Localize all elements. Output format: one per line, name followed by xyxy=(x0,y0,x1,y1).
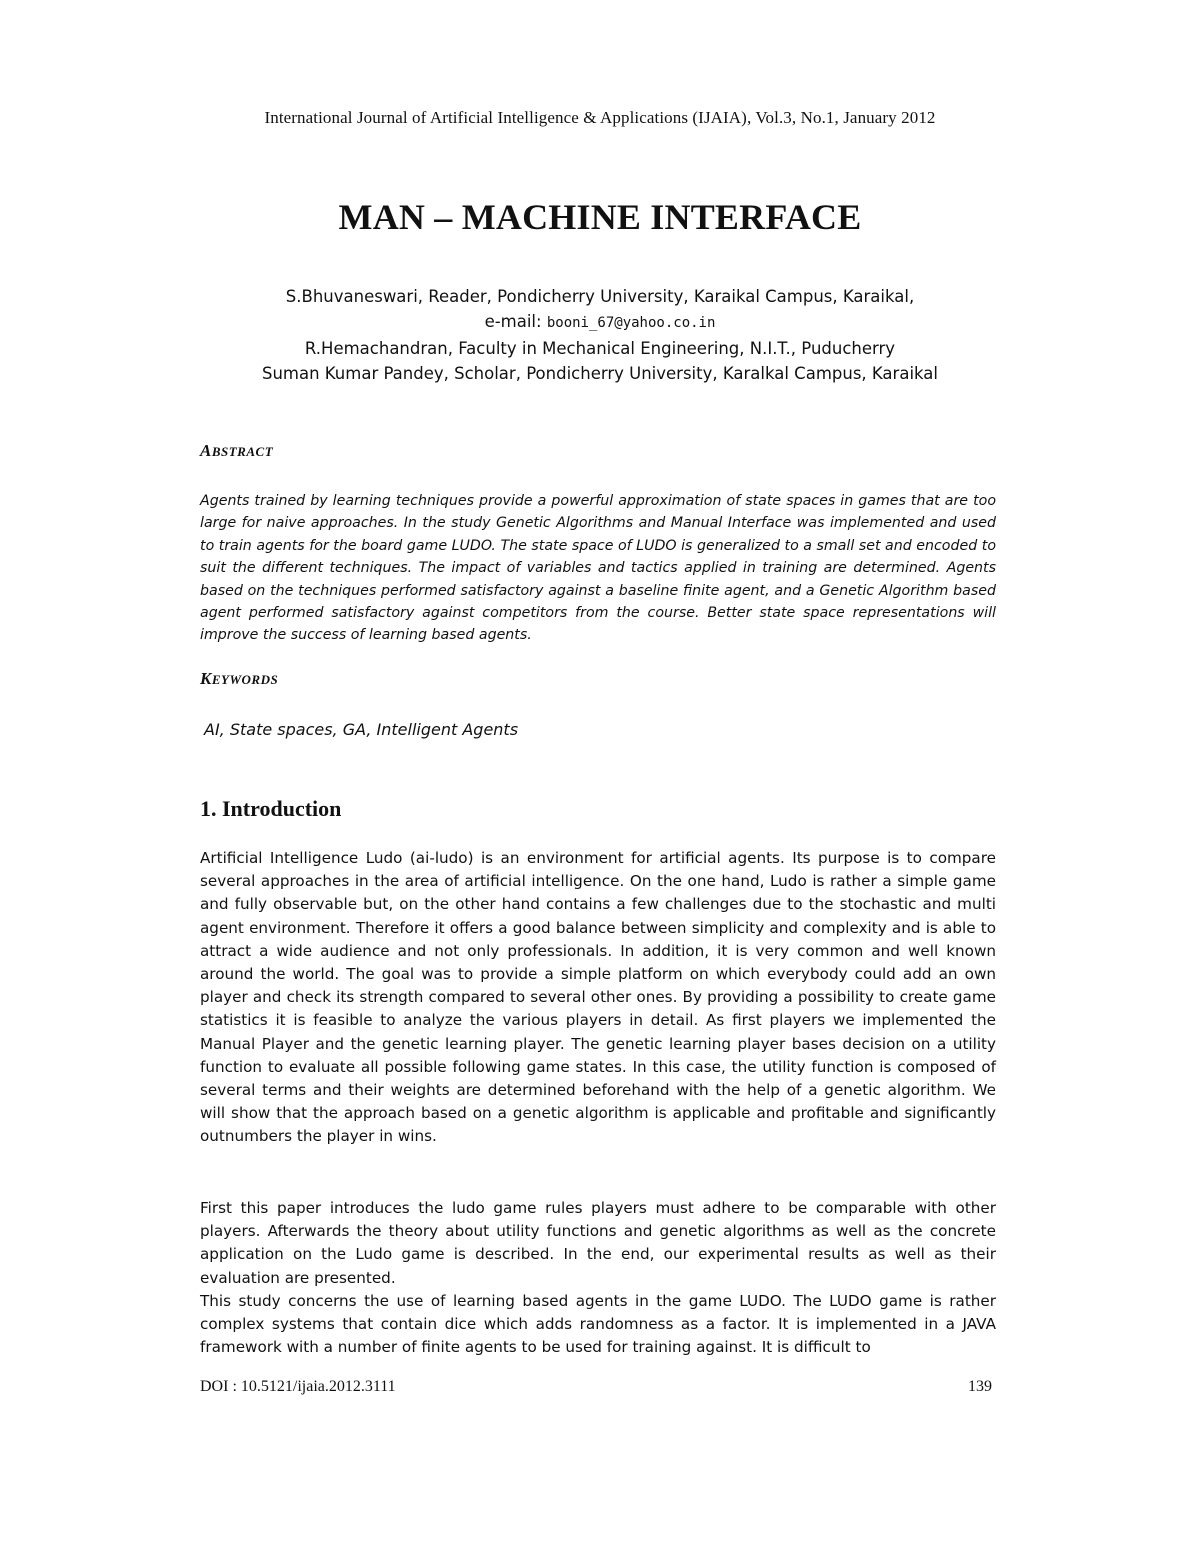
author-line-1: S.Bhuvaneswari, Reader, Pondicherry University, Karaikal Campus, Karaikal, xyxy=(285,287,915,306)
abstract-text: Agents trained by learning techniques provide a powerful approximation of state spaces in games that are too large for naive approaches. In the study Genetic Algorithms and Manual Interface was implemented and used to train agents for the board game LUDO. The state space of LUDO is generalized to a small set and encoded to suit the different techniques. The impact of variables and tactics applied in training are determined. Agents based on the techniques performed satisfactory against a baseline finite agent, and a Genetic Algorithm based agent performed satisfactory against competitors from the course. Better state space representations will improve the success of learning based agents. xyxy=(200,493,996,644)
doi-text: DOI : 10.5121/ijaia.2012.3111 xyxy=(200,1378,396,1395)
keywords-section xyxy=(200,720,996,739)
introduction-heading-block xyxy=(200,796,996,822)
page-footer xyxy=(200,1378,992,1396)
author-block xyxy=(0,284,1200,386)
keywords-heading-block xyxy=(200,669,996,689)
keywords-heading: KEYWORDS xyxy=(200,669,279,688)
keywords-text: AI, State spaces, GA, Intelligent Agents xyxy=(204,720,519,739)
author-line-4: Suman Kumar Pandey, Scholar, Pondicherry University, Karalkal Campus, Karaikal xyxy=(261,364,938,383)
introduction-para-3-block xyxy=(200,1290,996,1360)
email-label: e-mail: xyxy=(484,312,542,331)
introduction-para-2: First this paper introduces the ludo game rules players must adhere to be comparable with other players. Afterwards the theory about utility functions and genetic algorithms as well as the concrete application on the Ludo game is described. In the end, our experimental results as well as their evaluation are presented. xyxy=(200,1199,996,1287)
abstract-heading: ABSTRACT xyxy=(200,441,274,460)
page-number: 139 xyxy=(968,1378,992,1395)
introduction-para-1-block xyxy=(200,847,996,1149)
author-email-line xyxy=(0,309,1200,336)
abstract-section xyxy=(200,490,996,647)
introduction-para-1: Artificial Intelligence Ludo (ai-ludo) is an environment for artificial agents. Its purpose is to compare several approaches in the area of artificial intelligence. On the one hand, Ludo is rather a simple game and fully observable but, on the other hand contains a few challenges due to the stochastic and multi agent environment. Therefore it offers a good balance between simplicity and complexity and is able to attract a wide audience and not only professionals. In addition, it is very common and well known around the world. The goal was to provide a simple platform on which everybody could add an own player and check its strength compared to several other ones. By providing a possibility to create game statistics it is feasible to analyze the various players in detail. As first players we implemented the Manual Player and the genetic learning player. The genetic learning player bases decision on a utility function to evaluate all possible following game states. In this case, the utility function is composed of several terms and their weights are determined beforehand with the help of a genetic algorithm. We will show that the approach based on a genetic algorithm is applicable and profitable and significantly outnumbers the player in wins. xyxy=(200,849,996,1146)
author-email[interactable]: booni_67@yahoo.co.in xyxy=(546,315,716,331)
introduction-heading: 1. Introduction xyxy=(200,796,342,821)
introduction-para-2-block xyxy=(200,1197,996,1290)
introduction-para-3: This study concerns the use of learning based agents in the game LUDO. The LUDO game is rather complex systems that contain dice which adds randomness as a factor. It is implemented in a JAVA framework with a number of finite agents to be used for training against. It is difficult to xyxy=(200,1292,996,1357)
paper-title: MAN – MACHINE INTERFACE xyxy=(338,197,862,237)
journal-header: International Journal of Artificial Intelligence & Applications (IJAIA), Vol.3, No.1, January 2012 xyxy=(264,108,936,127)
author-line-3: R.Hemachandran, Faculty in Mechanical Engineering, N.I.T., Puducherry xyxy=(304,339,896,358)
abstract-heading-block xyxy=(200,441,996,461)
